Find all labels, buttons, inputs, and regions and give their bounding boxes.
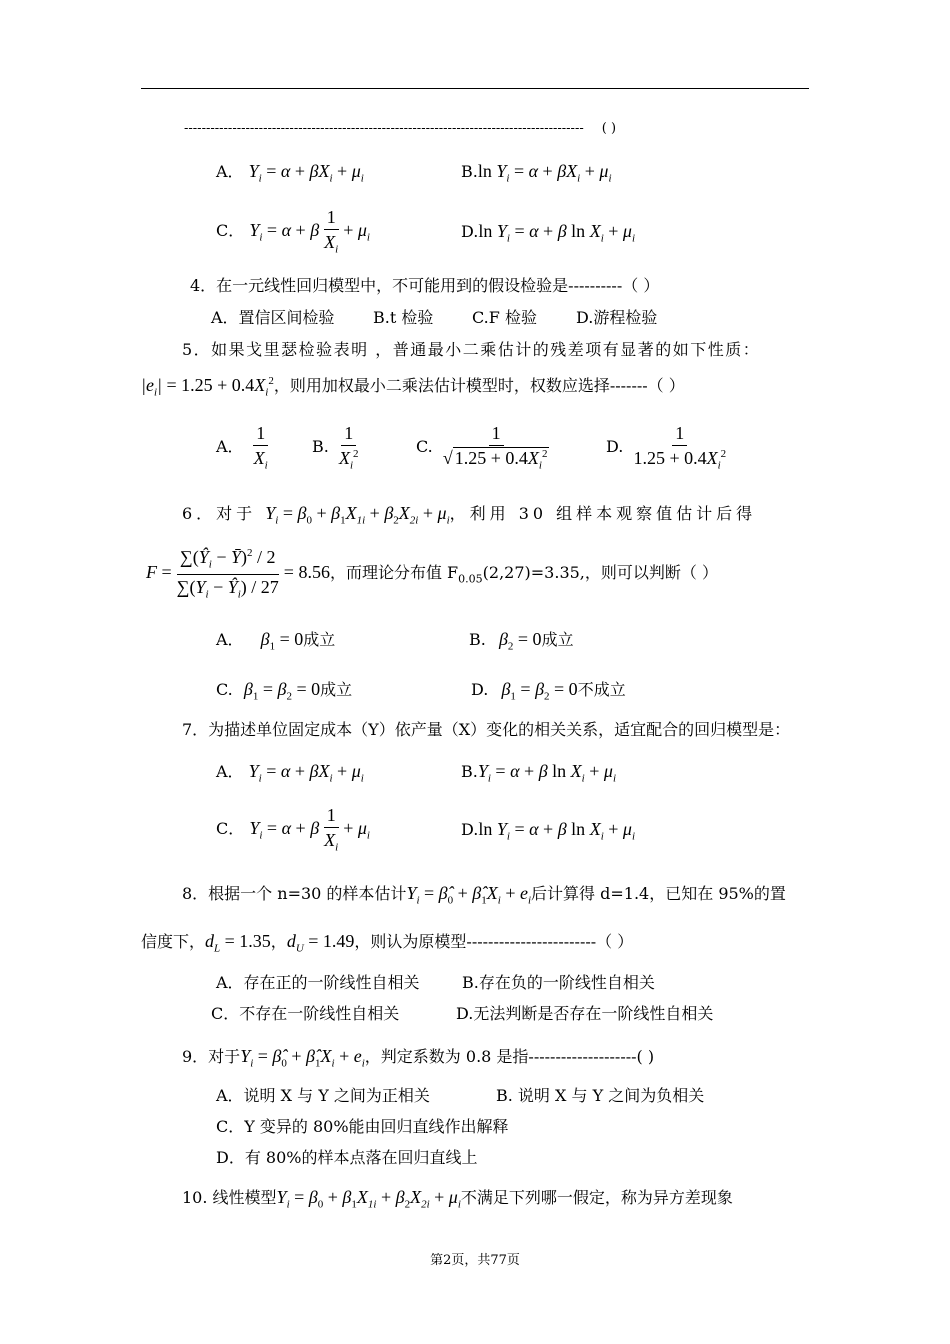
q5-condition: $|e_i| = 1.25 + 0.4X_i^2$，则用加权最小二乘法估计模型时，权数应选择-------（ ） xyxy=(141,375,685,399)
page-number: 第2页，共77页 xyxy=(430,1253,520,1268)
q3-dashes: ------------------------------------------------------------------------------------------- ( ) xyxy=(184,121,617,136)
q7-stem: 7．为描述单位固定成本（Y）依产量（X）变化的相关关系，适宜配合的回归模型是： xyxy=(182,720,791,739)
q6-option-a: A． $\beta_1 = 0$成立 xyxy=(216,629,336,653)
q6-stem: 6．对于 $Y_i = \beta_0 + \beta_1X_{1i} + \beta_2X_{2i} + \mu_i$，利用 30 组样本观察值估计后得 xyxy=(182,503,757,527)
q6-option-d: D. $\beta_1 = \beta_2 = 0$不成立 xyxy=(471,679,626,703)
q9-option-b: B. 说明 X 与 Y 之间为负相关 xyxy=(496,1086,705,1105)
q4-stem: 4．在一元线性回归模型中，不可能用到的假设检验是----------（ ） xyxy=(190,276,660,295)
q8-option-d: D.无法判断是否存在一阶线性自相关 xyxy=(456,1004,714,1023)
q8-option-c: C．不存在一阶线性自相关 xyxy=(211,1004,400,1023)
q3-option-a: A． $Y_i = \alpha + \beta X_i + \mu_i$ xyxy=(216,161,364,185)
q5-stem: 5．如果戈里瑟检验表明 ，普通最小二乘估计的残差项有显著的如下性质： xyxy=(182,340,761,359)
q3-option-b: B.ln $Y_i = \alpha + \beta X_i + \mu_i$ xyxy=(461,161,612,185)
q5-option-c: C. $\frac{1}{√ 1.25 + 0.4X_i^2}$ xyxy=(416,423,548,472)
q5-option-a: A． $\frac{1}{X_i}$ xyxy=(216,423,268,472)
q4-option-b: B.t 检验 xyxy=(373,308,434,327)
q3-option-d: D.ln $Y_i = \alpha + \beta$ $\ln X_i + \mu_i$ xyxy=(461,221,636,245)
q8-continuation: 信度下，$d_L = 1.35$，$d_U = 1.49$，则认为原模型------------------------（ ） xyxy=(141,931,634,955)
q5-option-b: B. $\frac{1}{X_i^2}$ xyxy=(312,423,359,472)
q4-option-c: C.F 检验 xyxy=(472,308,537,327)
q5-option-d: D. $\frac{1}{1.25 + 0.4X_i^2}$ xyxy=(606,423,727,472)
q9-option-a: A．说明 X 与 Y 之间为正相关 xyxy=(216,1086,430,1105)
q10-stem: 10. 线性模型$Y_i = \beta_0 + \beta_1X_{1i} + \beta_2X_{2i} + \mu_i$不满足下列哪一假定，称为异方差现象 xyxy=(182,1187,733,1211)
q4-option-a: A．置信区间检验 xyxy=(211,308,335,327)
q6-f-statistic: F = $\frac{\sum(Ŷ_i - Ȳ)^2 / 2}{\sum(Y_i - Ŷ_i) / 27}$ = 8.56，而理论分布值 $F_{0.05}(2,27)=3.35$,，则可以判断（ ） xyxy=(146,547,718,601)
q8-option-a: A．存在正的一阶线性自相关 xyxy=(216,973,420,992)
q7-option-c: C． $Y_i = \alpha + \beta$ $\frac{1}{X_i}$ + $\mu_i$ xyxy=(216,805,370,854)
q7-option-a: A． $Y_i = \alpha + \beta X_i + \mu_i$ xyxy=(216,761,364,785)
q8-option-b: B.存在负的一阶线性自相关 xyxy=(462,973,655,992)
q4-option-d: D.游程检验 xyxy=(576,308,658,327)
q6-option-b: B. $\beta_2 = 0$成立 xyxy=(469,629,574,653)
header-rule xyxy=(141,88,809,89)
q7-option-d: D.ln $Y_i = \alpha + \beta$ $\ln X_i + \mu_i$ xyxy=(461,819,636,843)
q3-option-c: C． $Y_i = \alpha + \beta$ $\frac{1}{X_i}$ + $\mu_i$ xyxy=(216,207,370,256)
q9-option-c: C．Y 变异的 80%能由回归直线作出解释 xyxy=(216,1117,509,1136)
q8-stem: 8．根据一个 n=30 的样本估计$Y_i$ = $\betâ_0$ + $\betâ_1X_i + e_i$后计算得 d=1.4，已知在 95%的置 xyxy=(182,883,786,907)
q6-option-c: C. $\beta_1 = \beta_2 = 0$成立 xyxy=(216,679,353,703)
q7-option-b: $B.Y_i = \alpha + \beta$ $\ln X_i + \mu_i$ xyxy=(461,761,616,785)
q9-stem: 9．对于$Y_i$ = $\betâ_0$ + $\betâ_1X_i + e_i$，判定系数为 0.8 是指--------------------( ) xyxy=(182,1046,655,1070)
q9-option-d: D．有 80%的样本点落在回归直线上 xyxy=(216,1148,478,1167)
